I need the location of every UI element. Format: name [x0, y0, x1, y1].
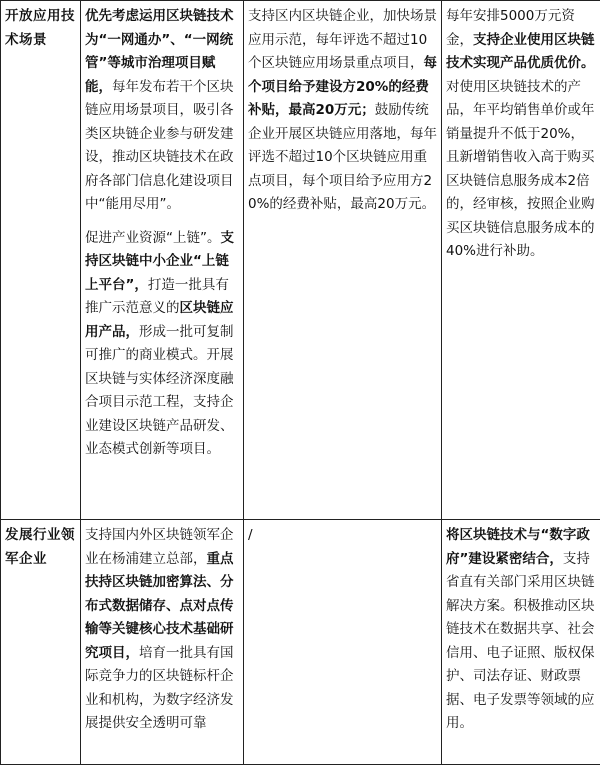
row-label-cell: [1, 1, 81, 520]
funding-cell: [442, 1, 600, 520]
subsidy-cell: [244, 1, 442, 520]
row-label: 发展行业领军企业: [5, 527, 75, 567]
measures-cell: [81, 1, 244, 520]
text-run: 支持企业使用区块链技术实现产品优质优价。: [446, 32, 595, 72]
text-run: 支持国内外区块链领军企业在杨浦建立总部，: [85, 527, 234, 567]
measures-cell: [81, 520, 244, 765]
funding-cell: [442, 520, 600, 765]
text-run: 支持省直有关部门采用区块链解决方案。积极推动区块链技术在数据共享、社会信用、电子证照、版权保护、司法存证、财政票据、电子发票等领域的应用。: [446, 551, 595, 732]
text-run: 将区块链技术与“数字政府”建设紧密结合，: [446, 527, 590, 567]
text-run: 优先考虑运用区块链技术为“一网通办”、“一网统管”等城市治理项目赋能，: [85, 8, 234, 95]
row-label: 开放应用技术场景: [5, 8, 75, 48]
row-label-cell: [1, 520, 81, 765]
text-run: 每年发布若干个区块链应用场景项目，吸引各类区块链企业参与研发建设，推动区块链技术在政府各部门信息化建设项目中“能用尽用”。: [85, 79, 234, 213]
text-run: 区块链应用产品，: [85, 300, 234, 340]
table-row: [1, 520, 600, 765]
text-run: 每个项目给予建设方20%的经费补贴，最高20万元；: [248, 55, 437, 118]
measures-paragraph-1: [85, 5, 239, 217]
text-run: 支持区块链中小企业“上链上平台”，: [85, 230, 234, 293]
text-run: 打造一批具有推广示范意义的: [85, 277, 229, 317]
text-run: 对使用区块链技术的产品，年平均销售单价或年销量提升不低于20%，且新增销售收入高于购买区块链信息服务成本2倍的，经审核，按照企业购买区块链信息服务成本的40%进行补助。: [446, 79, 595, 260]
table-row: [1, 1, 600, 520]
text-run: 支持区内区块链企业，加快场景应用示范，每年评选不超过10个区块链应用场景重点项目，: [248, 8, 437, 71]
text-run: 重点扶持区块链加密算法、分布式数据储存、点对点传输等关键核心技术基础研究项目，: [85, 551, 234, 661]
text-run: 培育一批具有国际竞争力的区块链标杆企业和机构，为数字经济发展提供安全透明可靠: [85, 645, 234, 732]
subsidy-cell: [244, 520, 442, 765]
text-run: 形成一批可复制可推广的商业模式。开展区块链与实体经济深度融合项目示范工程，支持企业建设区块链产品研发、业态模式创新等项目。: [85, 324, 234, 458]
measures-paragraph-2: [85, 227, 239, 462]
empty-mark: /: [248, 527, 253, 543]
text-run: 鼓励传统企业开展区块链应用落地，每年评选不超过10个区块链应用重点项目，每个项目给予应用方20%的经费补贴，最高20万元。: [248, 102, 437, 212]
text-run: 每年安排5000万元资金，: [446, 8, 575, 48]
text-run: 促进产业资源“上链”。: [85, 230, 221, 246]
